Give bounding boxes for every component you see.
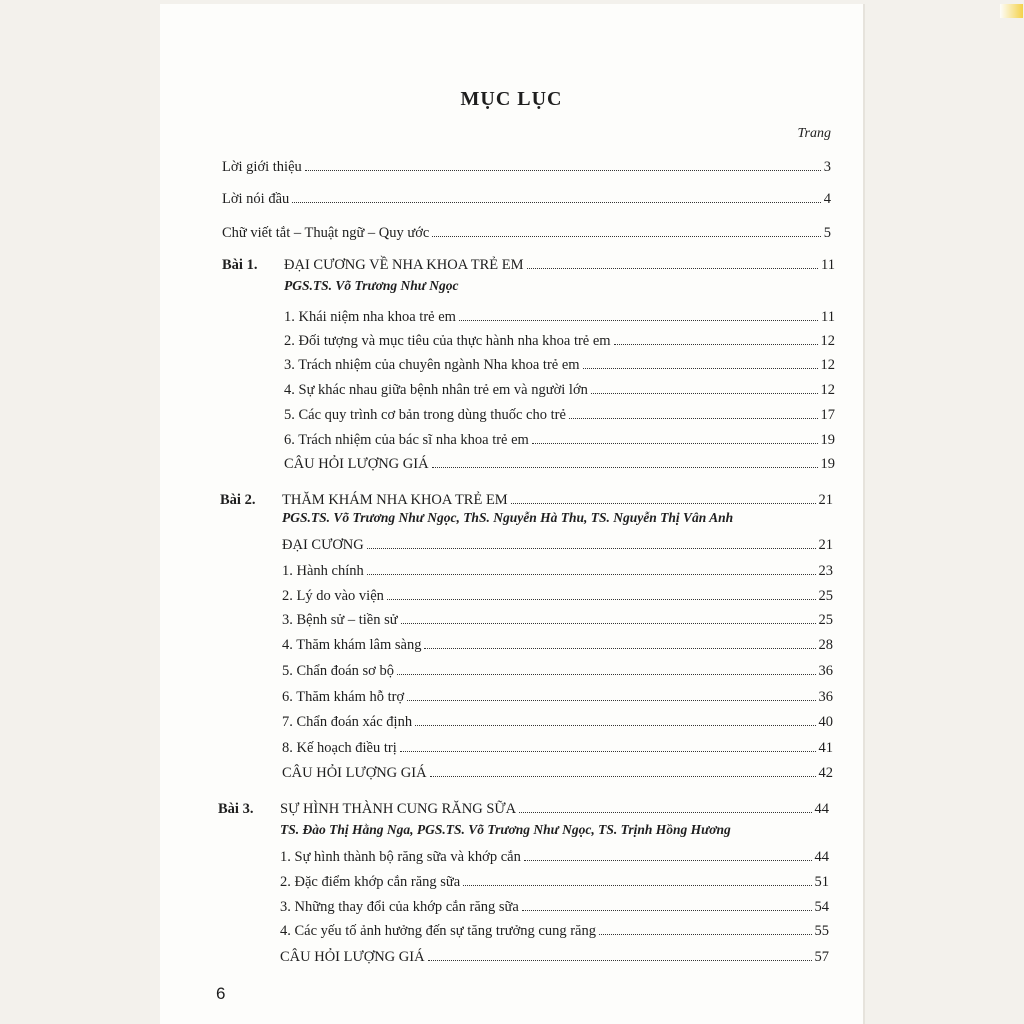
leader-dots (463, 885, 811, 886)
leader-dots (415, 725, 815, 726)
leader-dots (367, 574, 816, 575)
toc-entry-page: 5 (823, 225, 831, 241)
toc-entry-label: 4. Thăm khám lâm sàng (282, 637, 422, 653)
toc-entry-label: 3. Những thay đổi của khớp cắn răng sữa (280, 899, 519, 915)
leader-dots (569, 418, 818, 419)
toc-entry-page: 19 (820, 456, 835, 472)
toc-entry-label: 4. Sự khác nhau giữa bệnh nhân trẻ em và người lớn (284, 382, 588, 398)
leader-dots (522, 910, 812, 911)
lesson-heading (222, 252, 835, 274)
toc-entry-page: 36 (818, 663, 833, 679)
toc-entry-label: 1. Hành chính (282, 563, 364, 579)
leader-dots (524, 860, 812, 861)
toc-entry-page: 51 (814, 874, 829, 890)
leader-dots (292, 202, 820, 203)
toc-entry (282, 532, 833, 554)
leader-dots (532, 443, 818, 444)
toc-entry-label: 3. Bệnh sử – tiền sử (282, 612, 398, 628)
toc-entry (282, 583, 833, 605)
toc-entry-page: 54 (814, 899, 829, 915)
toc-entry-page: 41 (818, 740, 833, 756)
toc-entry-page: 25 (818, 612, 833, 628)
toc-entry-page: 12 (820, 357, 835, 373)
toc-entry (284, 402, 835, 424)
toc-entry (280, 918, 829, 940)
toc-entry-label: 4. Các yếu tố ảnh hưởng đến sự tăng trưởng cung răng (280, 923, 596, 939)
lesson-number: Bài 2. (220, 492, 256, 508)
toc-entry (284, 427, 835, 449)
toc-entry (282, 658, 833, 680)
toc-entry-label: Lời giới thiệu (222, 159, 302, 175)
toc-entry-label: 5. Chẩn đoán sơ bộ (282, 663, 394, 679)
toc-entry-page: 4 (823, 191, 831, 207)
toc-entry-page: 57 (814, 949, 829, 965)
leader-dots (407, 700, 815, 701)
cover-edge (1000, 4, 1023, 18)
toc-entry (284, 451, 835, 473)
toc-entry-label: CÂU HỎI LƯỢNG GIÁ (282, 765, 427, 781)
leader-dots (432, 467, 818, 468)
leader-dots (614, 344, 818, 345)
page-title: MỤC LỤC (460, 88, 563, 110)
toc-entry-label: CÂU HỎI LƯỢNG GIÁ (284, 456, 429, 472)
toc-entry (282, 558, 833, 580)
toc-entry-page: 3 (823, 159, 831, 175)
toc-entry-page: 12 (820, 333, 835, 349)
toc-entry-label: 2. Lý do vào viện (282, 588, 384, 604)
toc-entry-page: 23 (818, 563, 833, 579)
toc-entry (284, 328, 835, 350)
leader-dots (583, 368, 818, 369)
leader-dots (397, 674, 816, 675)
toc-entry-label: 1. Khái niệm nha khoa trẻ em (284, 309, 456, 325)
leader-dots (387, 599, 816, 600)
toc-entry-label: 2. Đối tượng và mục tiêu của thực hành nha khoa trẻ em (284, 333, 611, 349)
toc-entry-label: Lời nói đầu (222, 191, 290, 207)
toc-entry-page: 25 (818, 588, 833, 604)
leader-dots (428, 960, 812, 961)
leader-dots (459, 320, 818, 321)
lesson-page: 44 (814, 801, 829, 817)
toc-entry-label: 3. Trách nhiệm của chuyên ngành Nha khoa trẻ em (284, 357, 580, 373)
leader-dots (519, 812, 811, 813)
toc-entry-label: 6. Thăm khám hỗ trợ (282, 689, 405, 705)
toc-entry (222, 220, 831, 242)
toc-entry-label: 5. Các quy trình cơ bản trong dùng thuốc cho trẻ (284, 407, 566, 423)
leader-dots (400, 751, 816, 752)
toc-entry (280, 894, 829, 916)
toc-entry (282, 709, 833, 731)
leader-dots (591, 393, 818, 394)
page-number: 6 (216, 984, 226, 1003)
toc-entry-label: ĐẠI CƯƠNG (282, 537, 364, 553)
toc-entry (282, 735, 833, 757)
lesson-authors: PGS.TS. Võ Trương Như Ngọc (284, 278, 459, 293)
toc-entry-page: 19 (820, 432, 835, 448)
leader-dots (432, 236, 820, 237)
toc-entry (284, 304, 835, 326)
lesson-authors: TS. Đào Thị Hằng Nga, PGS.TS. Võ Trương Như Ngọc, TS. Trịnh Hồng Hương (280, 822, 731, 837)
leader-dots (527, 268, 819, 269)
toc-entry-page: 11 (821, 309, 835, 325)
leader-dots (599, 934, 812, 935)
toc-entry-page: 12 (820, 382, 835, 398)
lesson-page: 11 (821, 257, 835, 273)
toc-entry-label: 7. Chẩn đoán xác định (282, 714, 413, 730)
toc-entry-label: 6. Trách nhiệm của bác sĩ nha khoa trẻ em (284, 432, 529, 448)
toc-entry-page: 55 (814, 923, 829, 939)
lesson-heading (220, 487, 833, 509)
page-column-label: Trang (797, 126, 831, 141)
toc-entry-label: CÂU HỎI LƯỢNG GIÁ (280, 949, 425, 965)
toc-entry-label: Chữ viết tắt – Thuật ngữ – Quy ước (222, 225, 430, 241)
toc-entry (280, 944, 829, 966)
leader-dots (430, 776, 816, 777)
lesson-title: ĐẠI CƯƠNG VỀ NHA KHOA TRẺ EM (284, 257, 524, 273)
lesson-title: SỰ HÌNH THÀNH CUNG RĂNG SỮA (280, 801, 517, 817)
toc-entry (282, 632, 833, 654)
toc-entry (280, 869, 829, 891)
toc-entry (282, 760, 833, 782)
leader-dots (367, 548, 816, 549)
lesson-number: Bài 3. (218, 801, 254, 817)
toc-entry-page: 17 (820, 407, 835, 423)
toc-entry (284, 377, 835, 399)
toc-entry (280, 844, 829, 866)
lesson-number: Bài 1. (222, 257, 258, 273)
toc-entry (222, 154, 831, 176)
toc-entry-page: 21 (818, 537, 833, 553)
toc-entry (222, 186, 831, 208)
toc-entry-label: 2. Đặc điểm khớp cắn răng sữa (280, 874, 461, 890)
leader-dots (511, 503, 816, 504)
toc-entry (282, 684, 833, 706)
leader-dots (305, 170, 821, 171)
toc-entry-label: 8. Kế hoạch điều trị (282, 740, 397, 756)
leader-dots (424, 648, 815, 649)
toc-entry-page: 42 (818, 765, 833, 781)
leader-dots (401, 623, 816, 624)
book-page (160, 4, 863, 1024)
toc-entry (284, 352, 835, 374)
lesson-authors: PGS.TS. Võ Trương Như Ngọc, ThS. Nguyễn Hà Thu, TS. Nguyễn Thị Vân Anh (282, 510, 734, 525)
toc-entry (282, 607, 833, 629)
toc-entry-page: 36 (818, 689, 833, 705)
lesson-heading (218, 796, 829, 818)
toc-entry-label: 1. Sự hình thành bộ răng sữa và khớp cắn (280, 849, 521, 865)
toc-entry-page: 28 (818, 637, 833, 653)
lesson-page: 21 (818, 492, 833, 508)
toc-entry-page: 44 (814, 849, 829, 865)
toc-entry-page: 40 (818, 714, 833, 730)
lesson-title: THĂM KHÁM NHA KHOA TRẺ EM (282, 492, 508, 508)
